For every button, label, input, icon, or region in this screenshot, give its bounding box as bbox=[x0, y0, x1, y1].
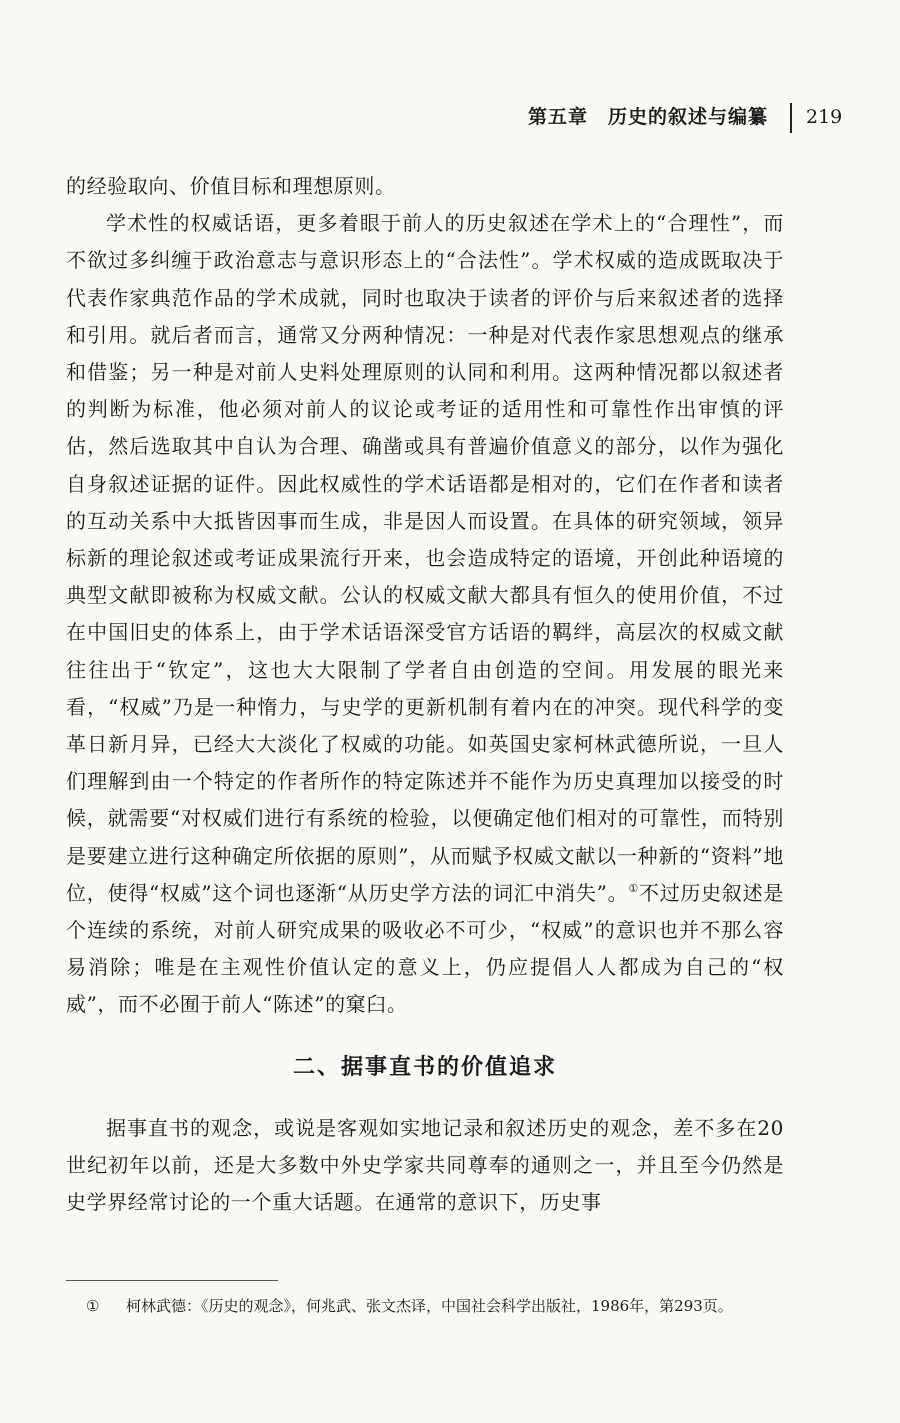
footnote-divider bbox=[66, 1280, 278, 1281]
paragraph-authority-part2: 不过历史叙述是个连续的系统，对前人研究成果的吸收必不可少，“权威”的意识也并不那么容易消除；唯是在主观性价值认定的意义上，仍应提倡人人都成为自己的“权威”，而不必囿于前人“陈述”的窠臼。 bbox=[66, 880, 784, 1017]
running-header bbox=[0, 103, 900, 139]
chapter-title: 第五章 历史的叙述与编纂 bbox=[527, 106, 768, 128]
paragraph-authority bbox=[66, 205, 784, 1023]
paragraph-objective-record: 据事直书的观念，或说是客观如实地记录和叙述历史的观念，差不多在20世纪初年以前，还是大多数中外史学家共同尊奉的通则之一，并且至今仍然是史学界经常讨论的一个重大话题。在通常的意识下，历史事 bbox=[66, 1115, 784, 1215]
paragraph-authority-part1: 学术性的权威话语，更多着眼于前人的历史叙述在学术上的“合理性”，而不欲过多纠缠于政治意志与意识形态上的“合法性”。学术权威的造成既取决于代表作家典范作品的学术成就，同时也取决于读者的评价与后来叙述者的选择和引用。就后者而言，通常又分两种情况：一种是对代表作家思想观点的继承和借鉴；另一种是对前人史料处理原则的认同和利用。这两种情况都以叙述者的判断为标准，他必须对前人的议论或考证的适用性和可靠性作出审慎的评估，然后选取其中自认为合理、确凿或具有普遍价值意义的部分，以作为强化自身叙述证据的证件。因此权威性的学术话语都是相对的，它们在作者和读者的互动关系中大抵皆因事而生成，非是因人而设置。在具体的研究领域，领异标新的理论叙述或考证成果流行开来，也会造成特定的语境，开创此种语境的典型文献即被称为权威文献。公认的权威文献大都具有恒久的使用价值，不过在中国旧史的体系上，由于学术话语深受官方话语的羁绊，高层次的权威文献往往出于“钦定”，这也大大限制了学者自由创造的空间。用发展的眼光来看，“权威”乃是一种惰力，与史学的更新机制有着内在的冲突。现代科学的变革日新月异，已经大大淡化了权威的功能。如英国史家柯林武德所说，一旦人们理解到由一个特定的作者所作的特定陈述并不能作为历史真理加以接受的时候，就需要“对权威们进行有系统的检验，以便确定他们相对的可靠性，而特别是要建立进行这种确定所依据的原则”，从而赋予权威文献以一种新的“资料”地位，使得“权威”这个词也逐渐“从历史学方法的词汇中消失”。 bbox=[66, 211, 784, 905]
page-body bbox=[66, 168, 784, 1221]
page-number: 219 bbox=[806, 106, 843, 128]
section-heading: 二、据事直书的价值追求 bbox=[292, 1054, 557, 1080]
footnote-text: 柯林武德：《历史的观念》，何兆武、张文杰译，中国社会科学出版社，1986年，第293页。 bbox=[126, 1297, 733, 1315]
footnote bbox=[86, 1294, 786, 1318]
paragraph-continuation: 的经验取向、价值目标和理想原则。 bbox=[66, 174, 396, 198]
header-divider bbox=[790, 103, 792, 133]
footnote-marker: ① bbox=[86, 1297, 100, 1315]
footnote-reference[interactable]: ① bbox=[628, 881, 639, 895]
